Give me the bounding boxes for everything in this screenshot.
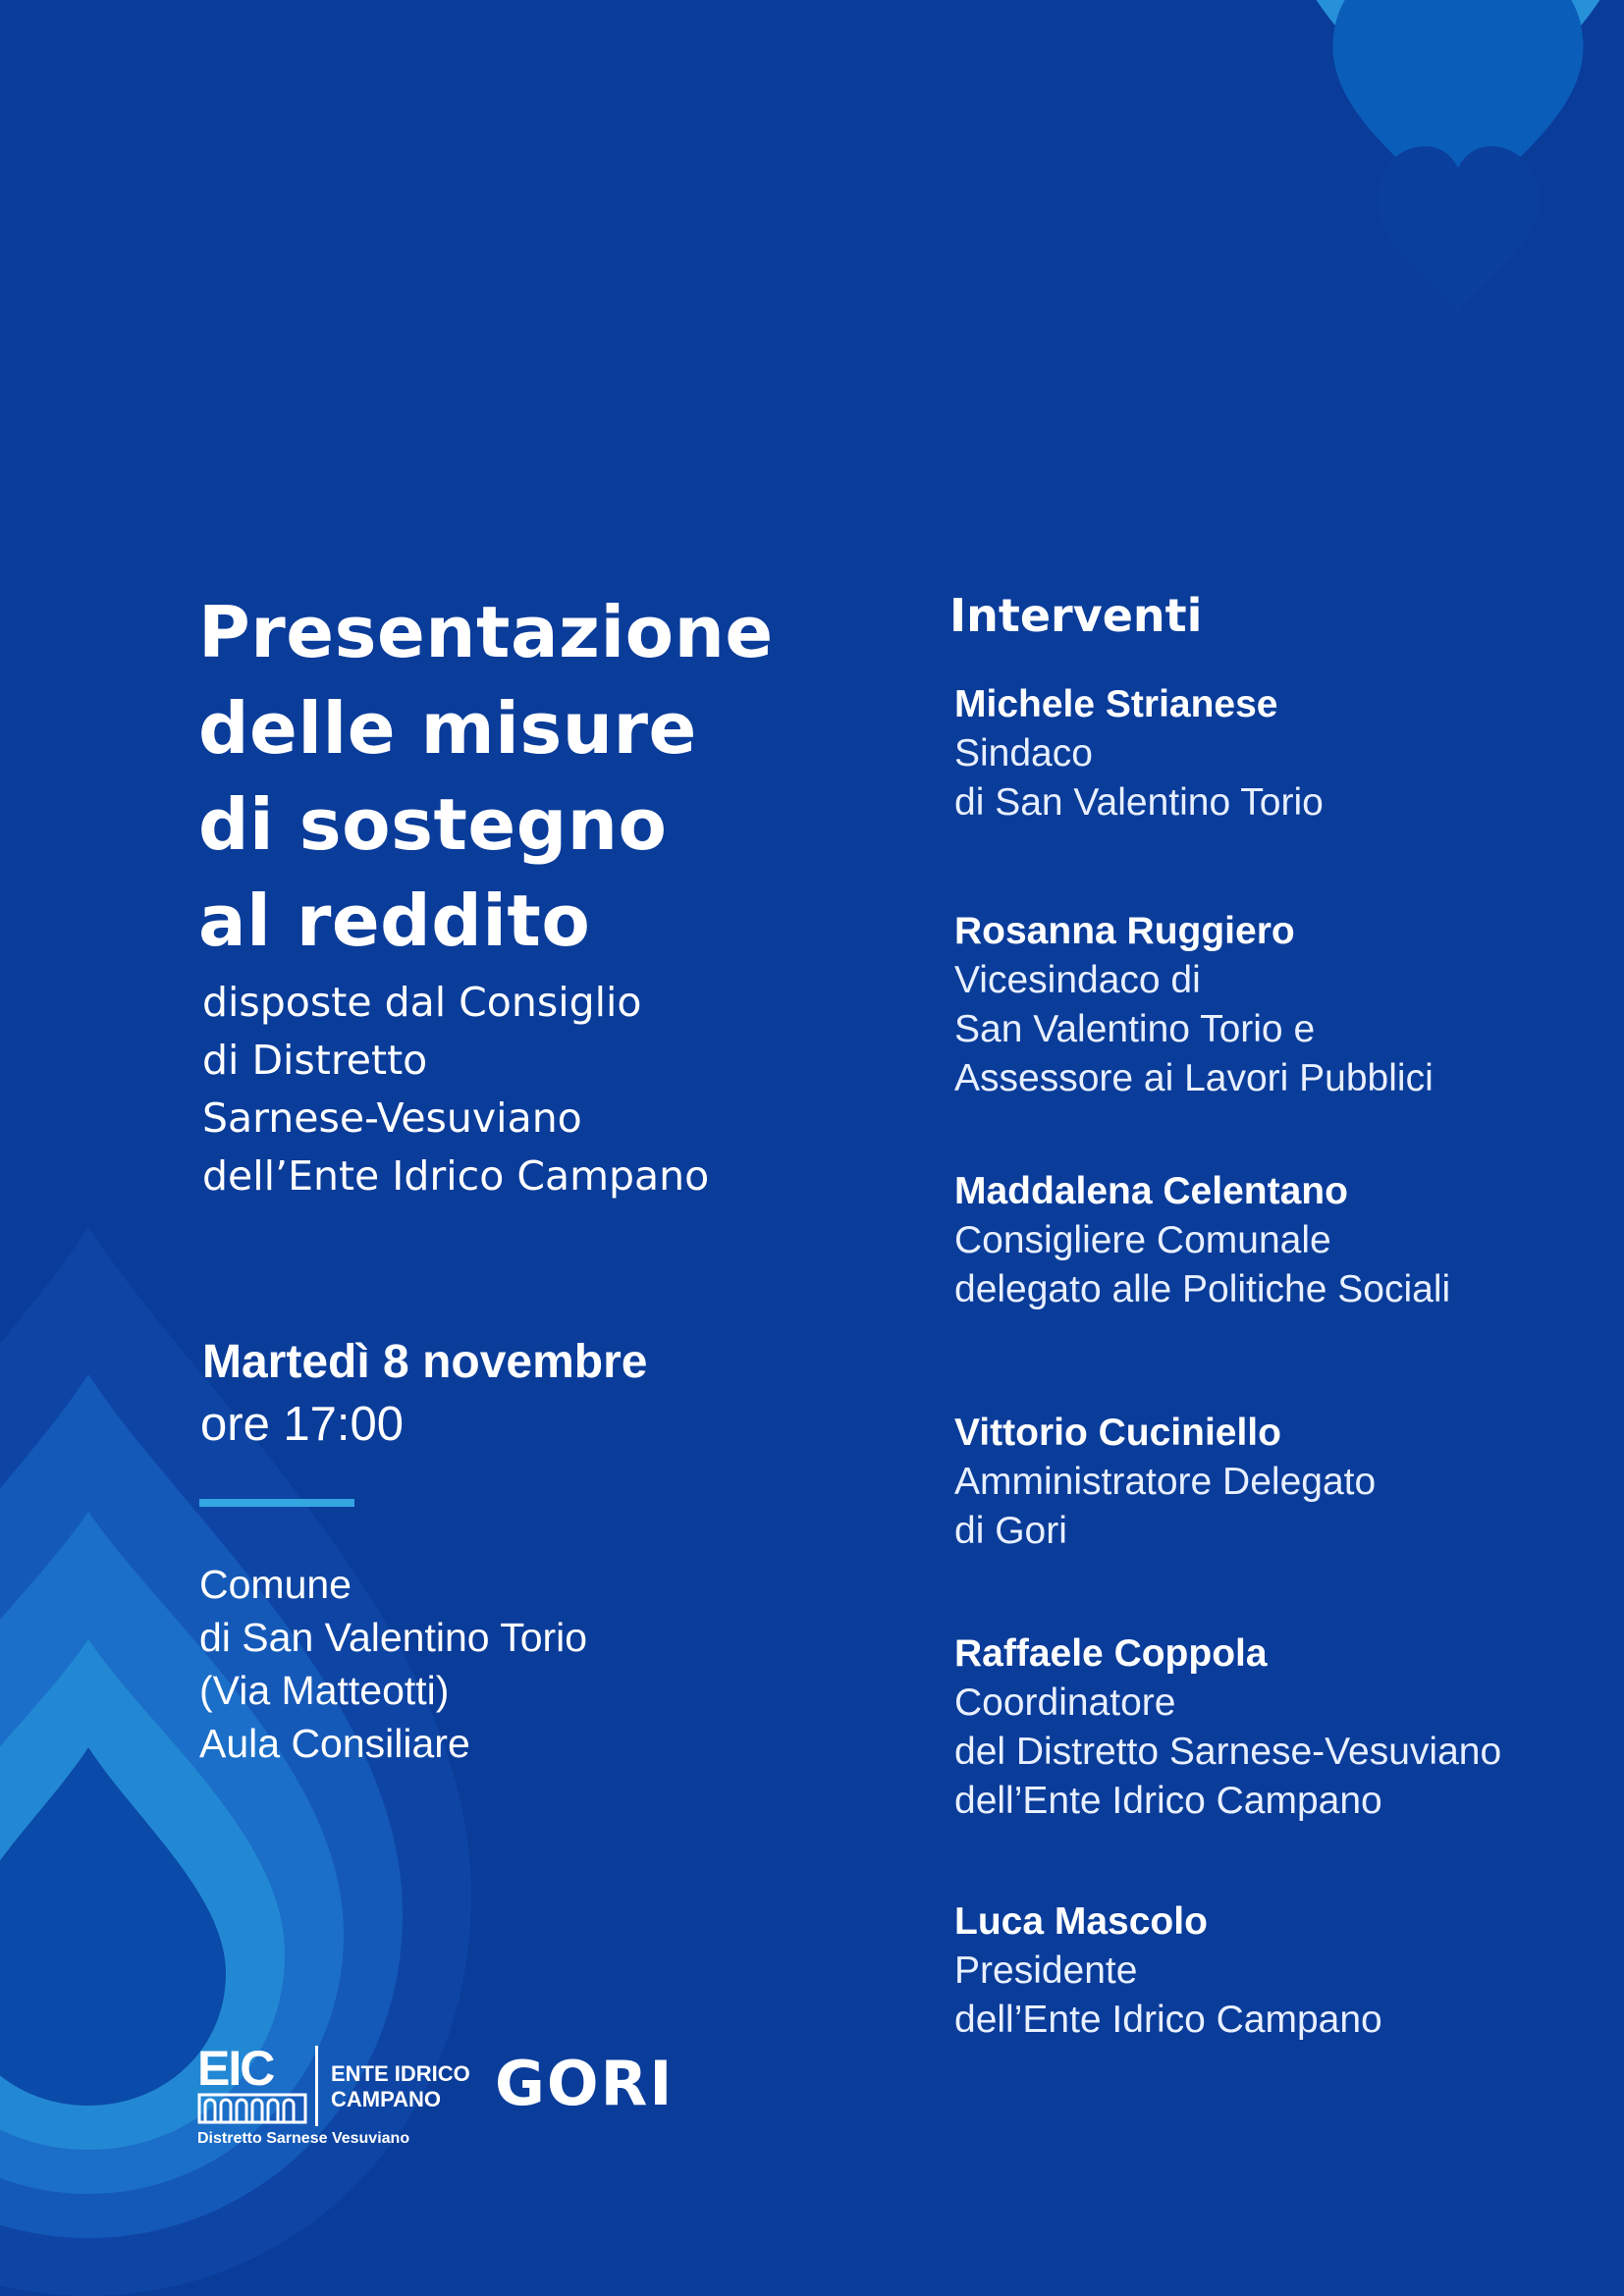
speaker-item [954,680,1324,828]
speaker-item [954,1409,1376,1556]
speaker-role [954,1458,1376,1556]
speaker-role-line: Sindaco [954,732,1093,774]
speaker-name: Raffaele Coppola [954,1632,1268,1675]
speaker-role-line: Amministratore Delegato [954,1461,1377,1503]
title-line: delle misure [198,687,697,770]
speaker-role-line: Consigliere Comunale [954,1219,1331,1261]
speaker-role-line: di Gori [954,1510,1067,1552]
eic-caption: Distretto Sarnese Vesuviano [197,2130,410,2147]
speaker-item [954,1629,1501,1826]
speaker-item [954,1167,1450,1314]
speaker-item [954,1897,1382,2045]
venue-line: di San Valentino Torio [199,1615,588,1660]
speaker-role [954,1216,1450,1314]
subtitle-line: Sarnese-Vesuviano [202,1095,582,1142]
speaker-name: Rosanna Ruggiero [954,910,1295,952]
ente-idrico-campano-logo [197,2036,470,2130]
speaker-role-line: Coordinatore [954,1682,1176,1724]
speaker-role [954,729,1324,828]
speaker-role-line: Presidente [954,1949,1138,1992]
event-time: ore 17:00 [200,1398,405,1451]
event-subtitle [202,974,709,1205]
event-venue [199,1558,587,1770]
venue-line: (Via Matteotti) [199,1668,450,1713]
subtitle-line: dell’Ente Idrico Campano [202,1152,710,1200]
speaker-role-line: dell’Ente Idrico Campano [954,1780,1382,1822]
speaker-role-line: dell’Ente Idrico Campano [954,1999,1382,2041]
subtitle-line: disposte dal Consiglio [202,979,642,1026]
speaker-name: Vittorio Cuciniello [954,1412,1281,1454]
title-line: di sostegno [198,783,668,866]
speaker-role [954,1679,1501,1826]
gori-logo: GORI [495,2048,675,2119]
speaker-role-line: delegato alle Politiche Sociali [954,1268,1451,1310]
speaker-name: Maddalena Celentano [954,1170,1348,1212]
speaker-role-line: San Valentino Torio e [954,1008,1316,1050]
speaker-role [954,956,1434,1103]
eic-mark: EIC [197,2041,274,2096]
title-line: al reddito [198,880,591,962]
speaker-role-line: del Distretto Sarnese-Vesuviano [954,1731,1502,1773]
event-title [198,584,774,969]
interventi-heading: Interventi [949,589,1203,642]
venue-line: Comune [199,1562,352,1607]
event-date: Martedì 8 novembre [202,1336,648,1388]
speaker-item [954,907,1434,1103]
speaker-role [954,1947,1382,2045]
speaker-role-line: Assessore ai Lavori Pubblici [954,1057,1434,1099]
eic-text-line: CAMPANO [331,2087,442,2111]
speaker-name: Luca Mascolo [954,1900,1208,1943]
title-line: Presentazione [198,591,774,673]
speaker-role-line: di San Valentino Torio [954,781,1324,824]
subtitle-line: di Distretto [202,1037,428,1084]
speaker-role-line: Vicesindaco di [954,959,1201,1001]
venue-line: Aula Consiliare [199,1721,470,1766]
accent-divider [199,1499,354,1507]
speaker-name: Michele Strianese [954,683,1278,725]
eic-text-line: ENTE IDRICO [331,2061,470,2086]
